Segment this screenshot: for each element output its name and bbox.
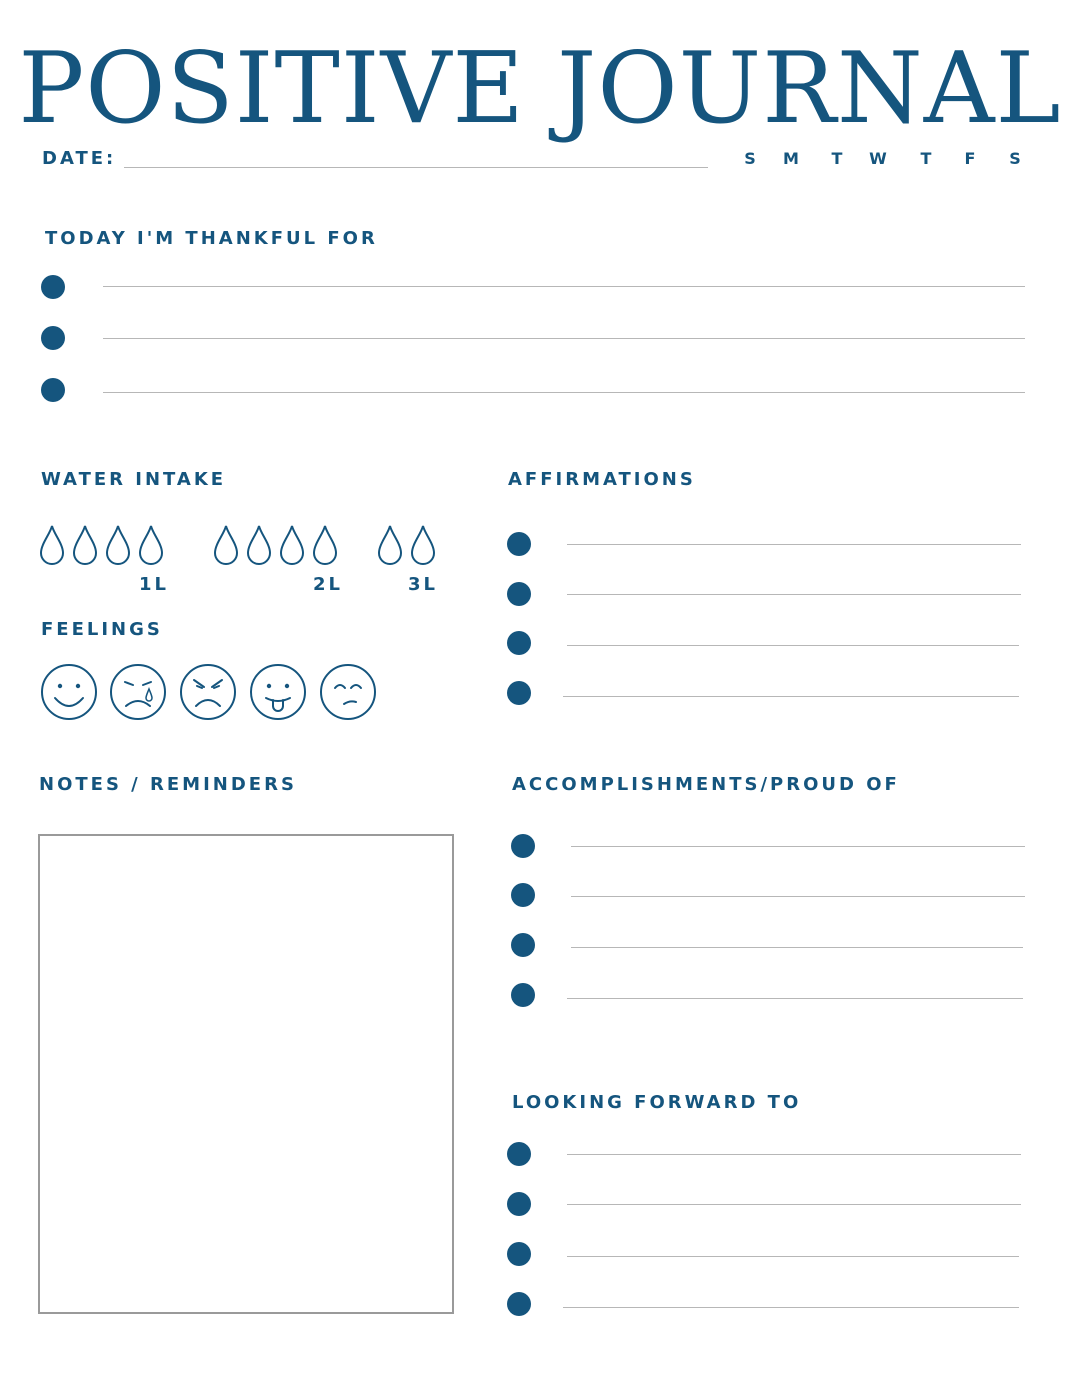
bullet-dot: [41, 378, 65, 402]
water-mark-2l: 2L: [313, 574, 343, 595]
angry-face-icon[interactable]: [181, 665, 235, 719]
water-drop-icon[interactable]: [140, 526, 162, 564]
water-drop-icon[interactable]: [107, 526, 129, 564]
bullet-dot: [507, 631, 531, 655]
water-drop-icon[interactable]: [281, 526, 303, 564]
looking-forward-heading: LOOKING FORWARD TO: [512, 1092, 802, 1113]
affirmation-line-1[interactable]: [567, 544, 1021, 545]
bullet-dot: [41, 326, 65, 350]
weekday-thursday[interactable]: T: [920, 149, 932, 168]
page-title: POSITIVE JOURNAL: [18, 32, 1062, 146]
crying-face-icon[interactable]: [111, 665, 165, 719]
bullet-dot: [511, 883, 535, 907]
bullet-dot: [511, 983, 535, 1007]
affirmations-heading: AFFIRMATIONS: [508, 469, 696, 490]
bullet-dot: [507, 1192, 531, 1216]
water-drop-icon[interactable]: [314, 526, 336, 564]
accomplishment-line-3[interactable]: [571, 947, 1023, 948]
looking-forward-line-4[interactable]: [563, 1307, 1019, 1308]
water-drop-icon[interactable]: [412, 526, 434, 564]
thankful-heading: TODAY I'M THANKFUL FOR: [45, 228, 378, 249]
feelings-faces: [38, 660, 383, 724]
looking-forward-line-1[interactable]: [567, 1154, 1021, 1155]
bullet-dot: [511, 834, 535, 858]
looking-forward-line-2[interactable]: [567, 1204, 1021, 1205]
water-intake-heading: WATER INTAKE: [41, 469, 227, 490]
thankful-line-3[interactable]: [103, 392, 1025, 393]
happy-face-icon[interactable]: [42, 665, 96, 719]
tongue-out-face-icon[interactable]: [251, 665, 305, 719]
bullet-dot: [41, 275, 65, 299]
date-label: DATE:: [42, 148, 117, 169]
weekday-friday[interactable]: F: [964, 149, 976, 168]
water-drop-icon[interactable]: [248, 526, 270, 564]
date-input-line[interactable]: [124, 167, 708, 168]
looking-forward-line-3[interactable]: [567, 1256, 1019, 1257]
water-mark-3l: 3L: [408, 574, 438, 595]
notes-box[interactable]: [38, 834, 454, 1314]
bullet-dot: [507, 1242, 531, 1266]
bullet-dot: [511, 933, 535, 957]
weekday-sunday[interactable]: S: [744, 149, 756, 168]
accomplishments-heading: ACCOMPLISHMENTS/PROUD OF: [512, 774, 900, 795]
thankful-line-2[interactable]: [103, 338, 1025, 339]
water-drops: [30, 520, 450, 570]
bullet-dot: [507, 532, 531, 556]
accomplishment-line-1[interactable]: [571, 846, 1025, 847]
content-face-icon[interactable]: [321, 665, 375, 719]
weekday-monday[interactable]: M: [783, 149, 799, 168]
water-drop-icon[interactable]: [74, 526, 96, 564]
affirmation-line-3[interactable]: [567, 645, 1019, 646]
thankful-line-1[interactable]: [103, 286, 1025, 287]
weekday-wednesday[interactable]: W: [869, 149, 887, 168]
weekday-saturday[interactable]: S: [1009, 149, 1021, 168]
accomplishment-line-2[interactable]: [571, 896, 1025, 897]
bullet-dot: [507, 1292, 531, 1316]
feelings-heading: FEELINGS: [41, 619, 163, 640]
notes-heading: NOTES / REMINDERS: [39, 774, 297, 795]
affirmation-line-4[interactable]: [563, 696, 1019, 697]
weekday-tuesday[interactable]: T: [831, 149, 843, 168]
affirmation-line-2[interactable]: [567, 594, 1021, 595]
water-drop-icon[interactable]: [41, 526, 63, 564]
bullet-dot: [507, 1142, 531, 1166]
accomplishment-line-4[interactable]: [567, 998, 1023, 999]
bullet-dot: [507, 582, 531, 606]
water-drop-icon[interactable]: [215, 526, 237, 564]
bullet-dot: [507, 681, 531, 705]
water-mark-1l: 1L: [139, 574, 169, 595]
water-drop-icon[interactable]: [379, 526, 401, 564]
